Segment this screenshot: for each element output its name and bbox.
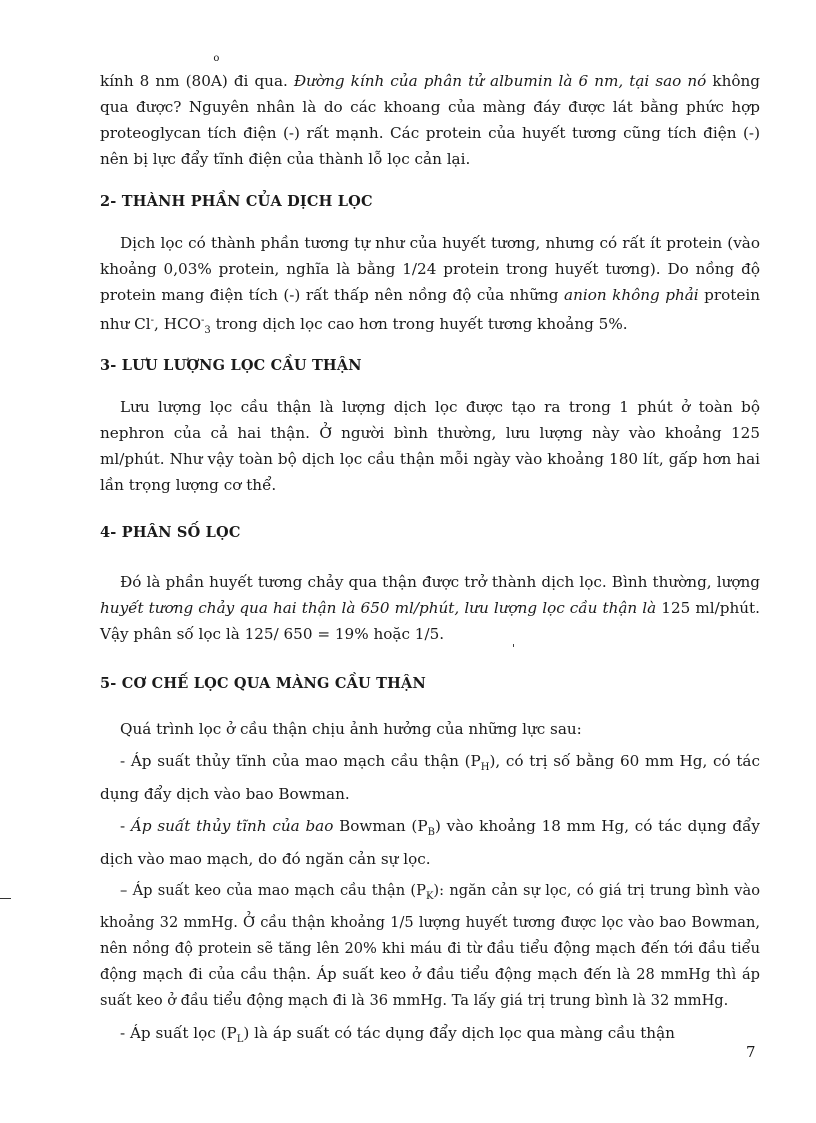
section-2-heading: 2- THÀNH PHẦN CỦA DỊCH LỌC <box>100 193 373 210</box>
item-1-text: - Áp suất thủy tĩnh của mao mạch cầu thận (P <box>120 752 481 770</box>
angstrom-symbol <box>210 53 222 94</box>
force-item-3 <box>100 878 760 1014</box>
item-2-italic: Áp suất thủy tĩnh của bao <box>130 817 334 836</box>
margin-dash <box>0 898 11 899</box>
intro-text-rest: không qua được? Nguyên nhân là do các khoang của màng đáy được lát bằng phức hợp proteoglycan tích điện (-) rất mạnh. Các protein của huyết tương cũng tích điện (-) nên bị lực đẩy tĩnh điện của thành lỗ lọc cản lại. <box>100 72 760 168</box>
section-4-text: Đó là phần huyết tương chảy qua thận được trở thành dịch lọc. Bình thường, lượng <box>120 573 760 591</box>
section-3-heading: 3- LƯU LƯỢNG LỌC CẦU THẬN <box>100 357 362 374</box>
item-4-text: - Áp suất lọc (P <box>120 1023 237 1042</box>
section-2-text: Dịch lọc có thành phần tương tự như của huyết tương, nhưng có rất ít protein (vào khoảng 0,03% protein, nghĩa là bằng 1/24 protein trong huyết tương). Do nồng độ protein mang điện tích (-) rất thấp nên nồng độ của những <box>100 234 760 304</box>
bicarbonate-subscript: 3 <box>204 325 211 337</box>
section-5-body <box>100 716 760 1053</box>
intro-text-a: kính 8 nm (80 <box>100 72 211 90</box>
section-4-heading: 4- PHÂN SỐ LỌC <box>100 524 241 541</box>
page-number: 7 <box>746 1043 756 1061</box>
section-2-text-c: , HCO <box>154 315 202 334</box>
section-4-paragraph <box>100 569 760 647</box>
intro-text-b: ) đi qua. <box>221 72 294 90</box>
section-4-text-b: 125 ml/phút. Vậy phân số lọc là 125/ 650 = 19% hoặc 1/5. <box>100 599 760 643</box>
bicarbonate-charge: - <box>201 315 205 326</box>
item-2-subscript: B <box>427 827 435 839</box>
stray-mark: ' <box>512 642 516 655</box>
item-1-subscript: H <box>480 762 490 774</box>
item-2-text-b: Bowman (P <box>333 817 428 836</box>
angstrom-ring: o <box>213 53 220 64</box>
section-4-italic: huyết tương chảy qua hai thận là 650 ml/phút, lưu lượng lọc cầu thận là <box>100 599 657 617</box>
section-2-text-b: protein như Cl <box>100 286 760 334</box>
item-4-subscript: L <box>236 1034 244 1045</box>
item-3-text-b: ): ngăn cản sự lọc, có giá trị trung bình vào khoảng 32 mmHg. Ở cầu thận khoảng 1/5 lượng huyết tương được lọc vào bao Bowman, nên nồng độ protein sẽ tăng lên 20% khi máu đi từ đầu tiểu động mạch đến tới đầu tiểu động mạch đi của cầu thận. Áp suất keo ở đầu tiểu động mạch đến là 28 mmHg thì áp suất keo ở đầu tiểu động mạch đi là 36 mmHg. Ta lấy giá trị trung bình là 32 mmHg. <box>100 882 760 1009</box>
intro-paragraph <box>100 53 760 172</box>
item-4-text-b: ) là áp suất có tác dụng đẩy dịch lọc qua màng cầu thận <box>243 1023 675 1042</box>
item-1-text-b: ), có trị số bằng 60 mm Hg, có tác dụng đẩy dịch vào bao Bowman. <box>100 752 760 804</box>
angstrom-letter: A <box>210 72 222 90</box>
section-5-heading: 5- CƠ CHẾ LỌC QUA MÀNG CẦU THẬN <box>100 675 426 692</box>
force-item-2 <box>100 813 760 872</box>
section-2-text-d: trong dịch lọc cao hơn trong huyết tương khoảng 5%. <box>210 315 628 334</box>
item-3-subscript: K <box>425 890 434 902</box>
section-5-intro: Quá trình lọc ở cầu thận chịu ảnh hưởng của những lực sau: <box>120 720 582 738</box>
item-3-text: – Áp suất keo của mao mạch cầu thận (P <box>120 882 426 900</box>
force-item-4 <box>100 1020 760 1053</box>
section-2-paragraph <box>100 230 760 344</box>
chloride-charge: - <box>150 315 155 326</box>
item-2-text: - <box>120 817 131 836</box>
item-2-text-c: ) vào khoảng 18 mm Hg, có tác dụng đẩy dịch vào mao mạch, do đó ngăn cản sự lọc. <box>100 817 760 869</box>
force-item-1 <box>100 748 760 807</box>
section-3-text: Lưu lượng lọc cầu thận là lượng dịch lọc được tạo ra trong 1 phút ở toàn bộ nephron của cả hai thận. Ở người bình thường, lưu lượng này vào khoảng 125 ml/phút. Như vậy toàn bộ dịch lọc cầu thận mỗi ngày vào khoảng 180 lít, gấp hơn hai lần trọng lượng cơ thể. <box>100 398 760 494</box>
intro-italic: Đường kính của phân tử albumin là 6 nm, tại sao nó <box>293 72 707 90</box>
section-3-paragraph <box>100 394 760 498</box>
section-2-italic: anion không phải <box>564 286 699 304</box>
